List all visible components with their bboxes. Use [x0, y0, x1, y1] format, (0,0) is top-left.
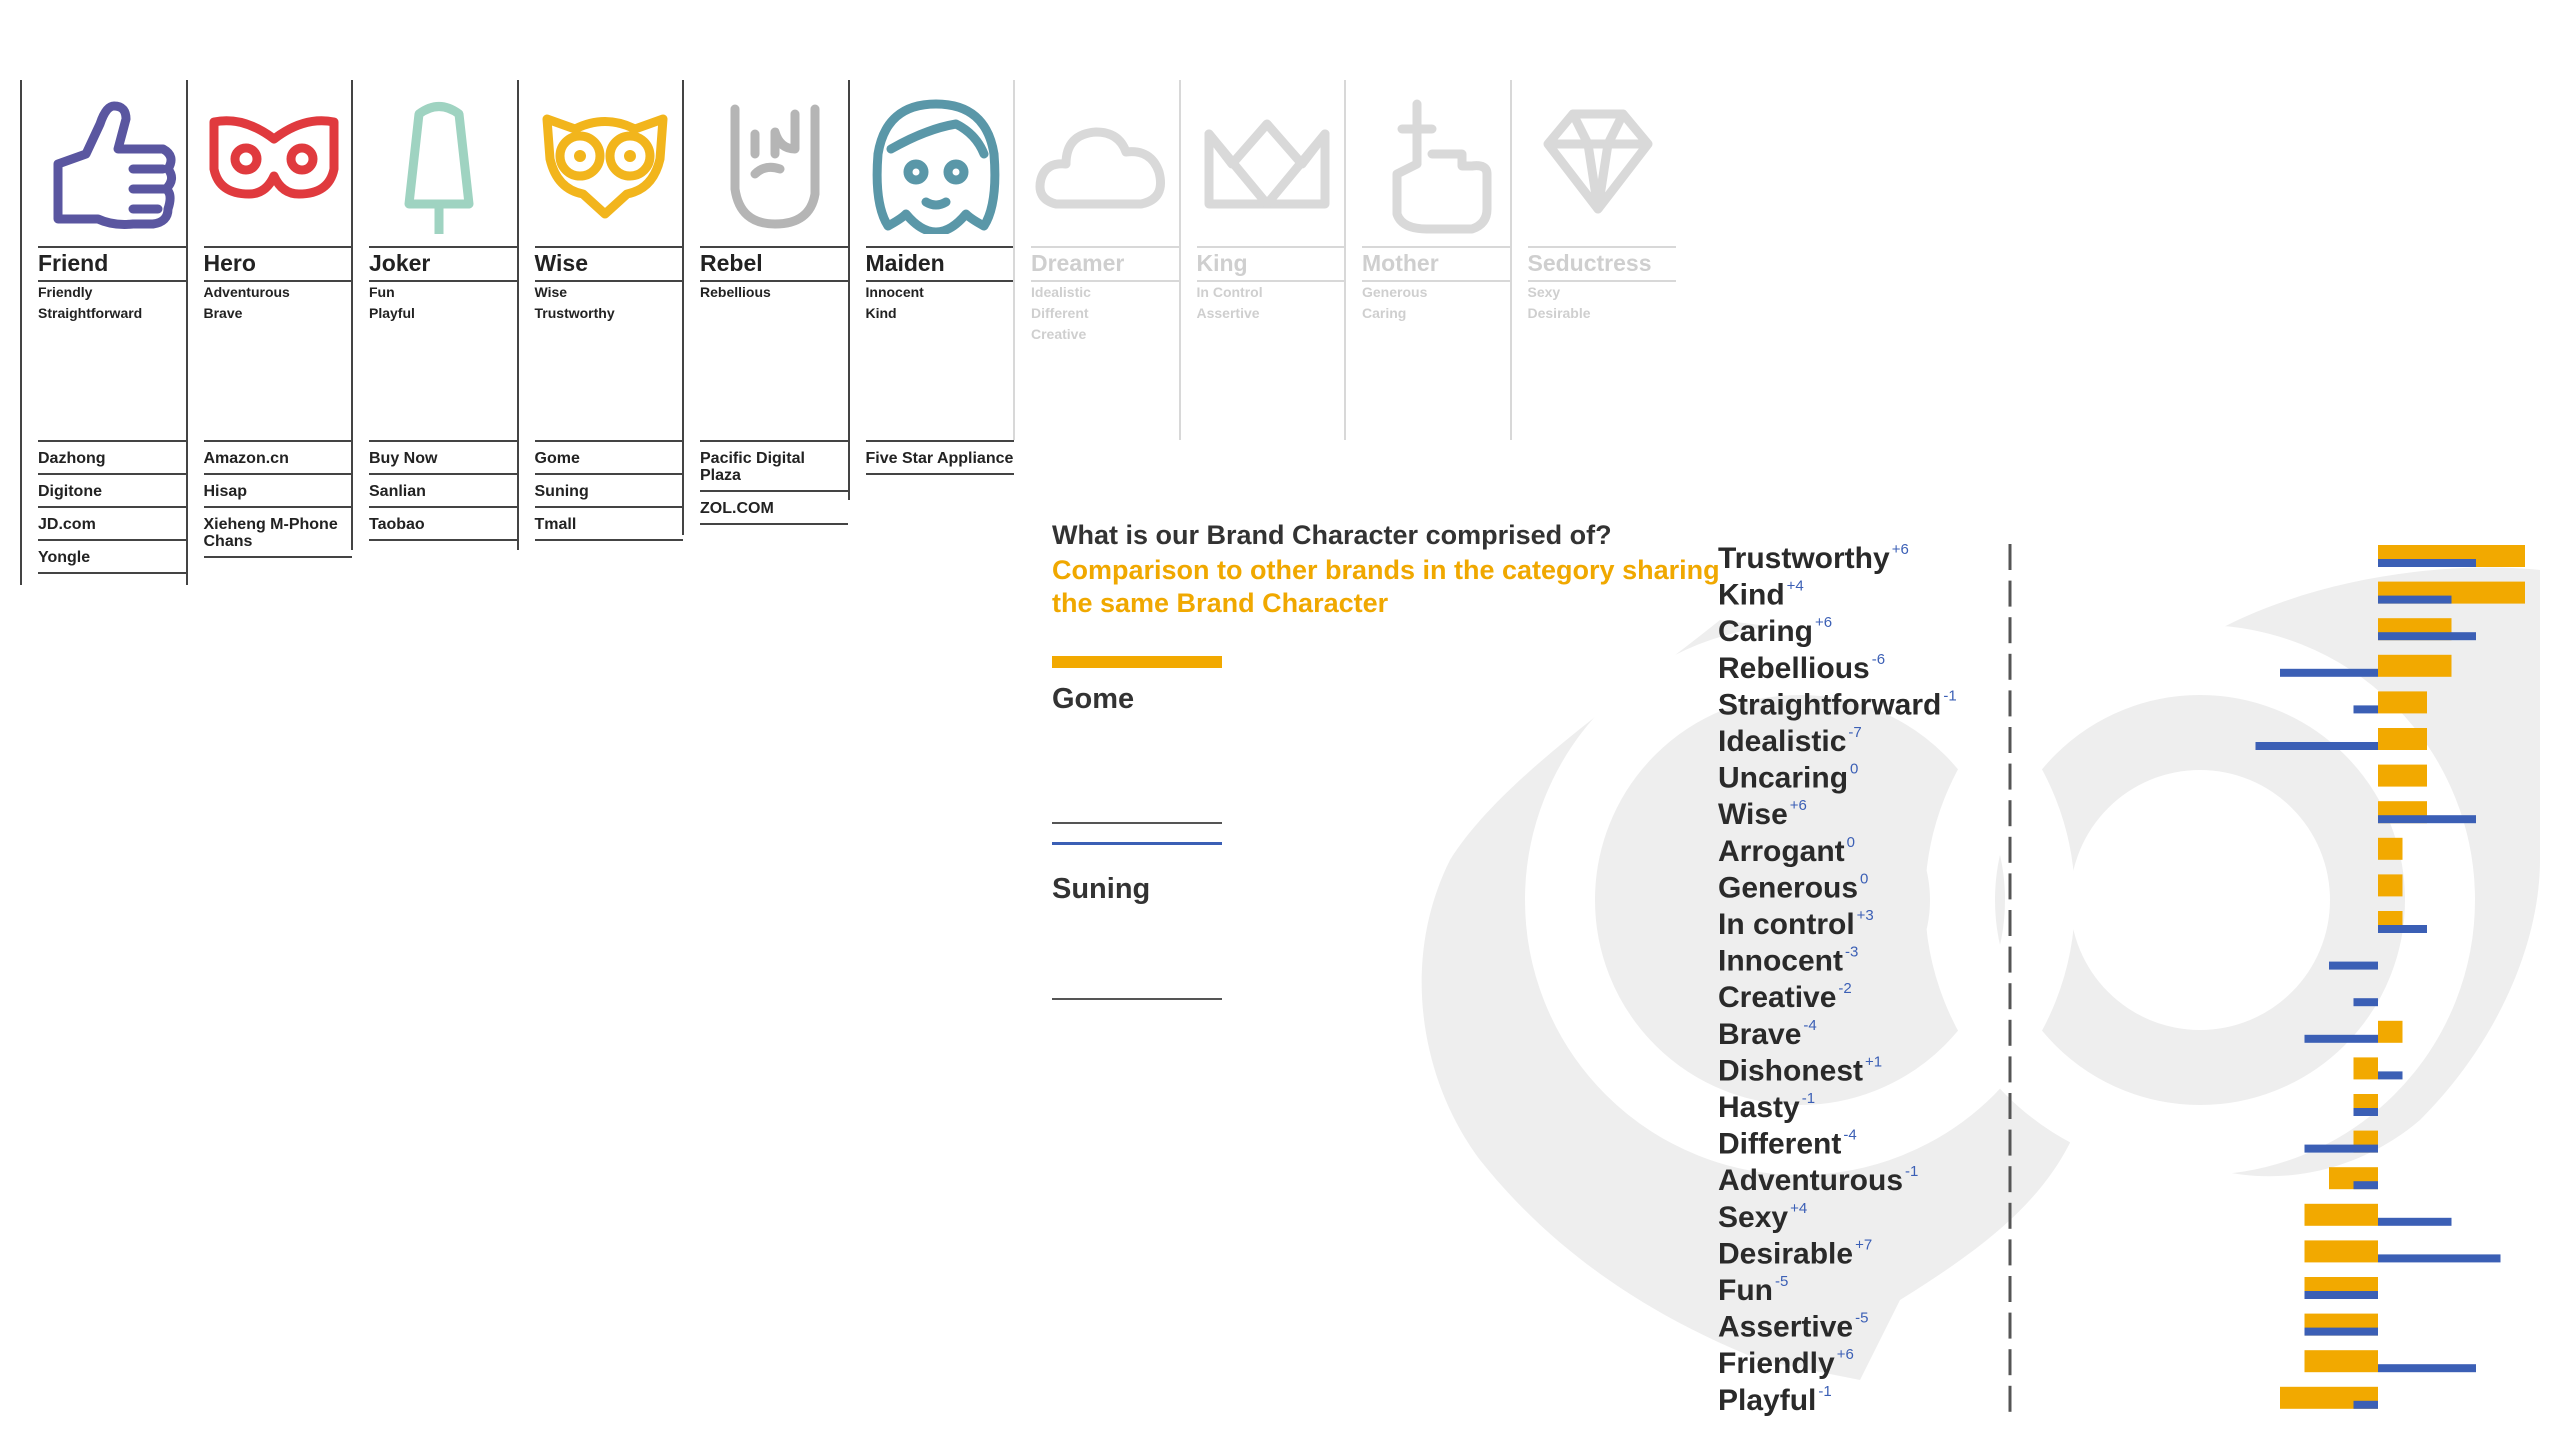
archetype-trait: Adventurous	[203, 284, 290, 300]
chart-subtitle: Comparison to other brands in the category sharing the same Brand Character	[1052, 555, 1720, 618]
category-label: Innocent	[1718, 944, 1843, 978]
brand-item: Five Star Appliance	[866, 442, 1014, 475]
diff-superscript: -5	[1855, 1309, 1869, 1327]
brand-item: Pacific Digital Plaza	[700, 442, 848, 492]
archetype-trait: Playful	[369, 305, 415, 321]
archetype-trait: Idealistic	[1031, 284, 1091, 300]
archetype-trait: Trustworthy	[534, 305, 615, 321]
category-label: Adventurous	[1718, 1164, 1904, 1198]
diff-superscript: -4	[1803, 1016, 1817, 1034]
bar-gome	[2378, 655, 2452, 677]
archetype-trait: Wise	[534, 284, 568, 300]
bar-suning	[2354, 1108, 2379, 1116]
category-label: Dishonest	[1718, 1054, 1864, 1088]
bar-suning	[2378, 1218, 2452, 1226]
brand-item: ZOL.COM	[700, 492, 848, 525]
archetype-trait: Brave	[203, 305, 243, 321]
category-label: Idealistic	[1718, 725, 1847, 758]
brand-item: Gome	[535, 442, 683, 475]
category-label: Arrogant	[1718, 834, 1845, 868]
archetype-trait: Assertive	[1196, 305, 1260, 321]
brand-item: JD.com	[38, 508, 186, 541]
diff-superscript: -1	[1943, 687, 1957, 705]
diff-superscript: -3	[1845, 943, 1859, 961]
brand-item: Buy Now	[369, 442, 517, 475]
category-label: Straightforward	[1718, 688, 1942, 722]
bar-gome	[2378, 1021, 2403, 1043]
diff-superscript: +6	[1789, 797, 1807, 815]
diff-superscript: +1	[1865, 1053, 1883, 1071]
brand-item: Digitone	[38, 475, 186, 508]
category-label: Playful	[1718, 1383, 1817, 1417]
category-label: Creative	[1718, 981, 1837, 1015]
category-label: Kind	[1718, 578, 1785, 612]
diff-superscript: -4	[1843, 1126, 1857, 1144]
category-label: Fun	[1718, 1274, 1773, 1307]
archetype-trait: In Control	[1196, 284, 1263, 300]
category-label: In control	[1718, 908, 1855, 941]
bar-suning	[2329, 962, 2378, 970]
category-label: Rebellious	[1718, 651, 1870, 685]
diff-superscript: 0	[1850, 760, 1859, 778]
legend-label-gome: Gome	[1052, 683, 1135, 715]
brand-item: Hisap	[204, 475, 352, 508]
archetype-trait: Fun	[369, 284, 395, 300]
category-label: Caring	[1718, 615, 1814, 649]
diff-superscript: 0	[1846, 833, 1856, 851]
archetype-name: King	[1197, 246, 1345, 282]
brand-item: Taobao	[369, 508, 517, 541]
diff-superscript: -1	[1905, 1163, 1919, 1181]
category-label: Generous	[1718, 871, 1859, 905]
bar-suning	[2305, 1328, 2379, 1336]
diff-superscript: +6	[1815, 614, 1833, 632]
brand-item: Dazhong	[38, 442, 186, 475]
category-label: Different	[1718, 1127, 1842, 1161]
brand-item: Tmall	[535, 508, 683, 541]
archetype-trait: Kind	[865, 305, 897, 321]
category-label: Trustworthy	[1718, 542, 1890, 575]
archetype-name: Dreamer	[1031, 246, 1179, 282]
diff-superscript: +6	[1836, 1346, 1854, 1364]
archetype-name: Friend	[38, 246, 186, 282]
category-label: Sexy	[1718, 1200, 1789, 1234]
archetype-trait: Friendly	[38, 284, 93, 300]
bar-suning	[2280, 669, 2378, 677]
archetype-trait: Caring	[1362, 305, 1407, 321]
bar-gome	[2378, 728, 2427, 750]
bar-gome	[2305, 1350, 2379, 1372]
chart-question-title: What is our Brand Character comprised of?	[1052, 520, 1612, 550]
archetype-trait: Sexy	[1527, 284, 1561, 300]
category-label: Brave	[1718, 1017, 1802, 1051]
diff-superscript: +3	[1856, 907, 1874, 924]
diff-superscript: +4	[1786, 577, 1804, 595]
brand-item: Xieheng M-Phone Chans	[204, 508, 352, 558]
archetype-name: Rebel	[700, 246, 848, 282]
diff-superscript: -6	[1871, 650, 1886, 668]
category-label: Assertive	[1718, 1310, 1854, 1344]
bar-suning	[2305, 1291, 2379, 1299]
archetype-trait: Different	[1031, 305, 1089, 321]
diff-superscript: -2	[1838, 980, 1852, 998]
bar-suning	[2378, 925, 2427, 933]
diff-superscript: -1	[1801, 1090, 1816, 1107]
bar-suning	[2305, 1035, 2379, 1043]
archetype-trait: Creative	[1031, 326, 1087, 342]
bar-suning	[2305, 1145, 2379, 1153]
archetype-name: Wise	[535, 246, 683, 282]
brand-item: Sanlian	[369, 475, 517, 508]
bar-suning	[2378, 559, 2476, 567]
archetype-name: Hero	[204, 246, 352, 282]
category-label: Desirable	[1718, 1237, 1854, 1271]
bar-suning	[2378, 1071, 2403, 1079]
archetype-trait: Desirable	[1527, 305, 1591, 321]
category-label: Uncaring	[1718, 761, 1849, 795]
diff-superscript: -5	[1774, 1273, 1789, 1290]
archetype-name: Maiden	[866, 246, 1014, 282]
diff-superscript: +6	[1891, 541, 1909, 558]
bar-suning	[2256, 742, 2379, 750]
bar-suning	[2378, 1364, 2476, 1372]
bar-suning	[2354, 998, 2379, 1006]
archetype-trait: Straightforward	[38, 305, 143, 321]
bar-gome	[2378, 874, 2403, 896]
bar-suning	[2378, 632, 2476, 640]
bar-gome	[2378, 765, 2427, 787]
archetype-trait: Rebellious	[700, 284, 771, 300]
archetype-trait: Innocent	[865, 284, 924, 300]
archetype-name: Seductress	[1528, 246, 1676, 282]
brand-item: Suning	[535, 475, 683, 508]
archetype-name: Joker	[369, 246, 517, 282]
bar-gome	[2305, 1240, 2379, 1262]
bar-suning	[2354, 1401, 2379, 1409]
bar-suning	[2354, 705, 2379, 713]
diff-superscript: 0	[1860, 870, 1869, 888]
legend-label-suning: Suning	[1052, 873, 1151, 905]
diff-superscript: +4	[1790, 1199, 1808, 1217]
bar-gome	[2354, 1057, 2379, 1079]
bar-gome	[2378, 838, 2403, 860]
category-label: Friendly	[1718, 1347, 1835, 1381]
category-label: Hasty	[1718, 1091, 1800, 1124]
bar-gome	[2378, 691, 2427, 713]
bar-suning	[2378, 1254, 2501, 1262]
bar-suning	[2354, 1181, 2379, 1189]
brand-item: Yongle	[38, 541, 186, 574]
diff-superscript: -7	[1848, 724, 1862, 741]
diff-superscript: +7	[1855, 1236, 1873, 1254]
brand-item: Amazon.cn	[204, 442, 352, 475]
bar-suning	[2378, 815, 2476, 823]
category-label: Wise	[1718, 798, 1788, 832]
bar-suning	[2378, 596, 2452, 604]
bar-gome	[2305, 1204, 2379, 1226]
diff-superscript: -1	[1818, 1382, 1832, 1400]
archetype-name: Mother	[1362, 246, 1510, 282]
archetype-trait: Generous	[1362, 284, 1428, 300]
